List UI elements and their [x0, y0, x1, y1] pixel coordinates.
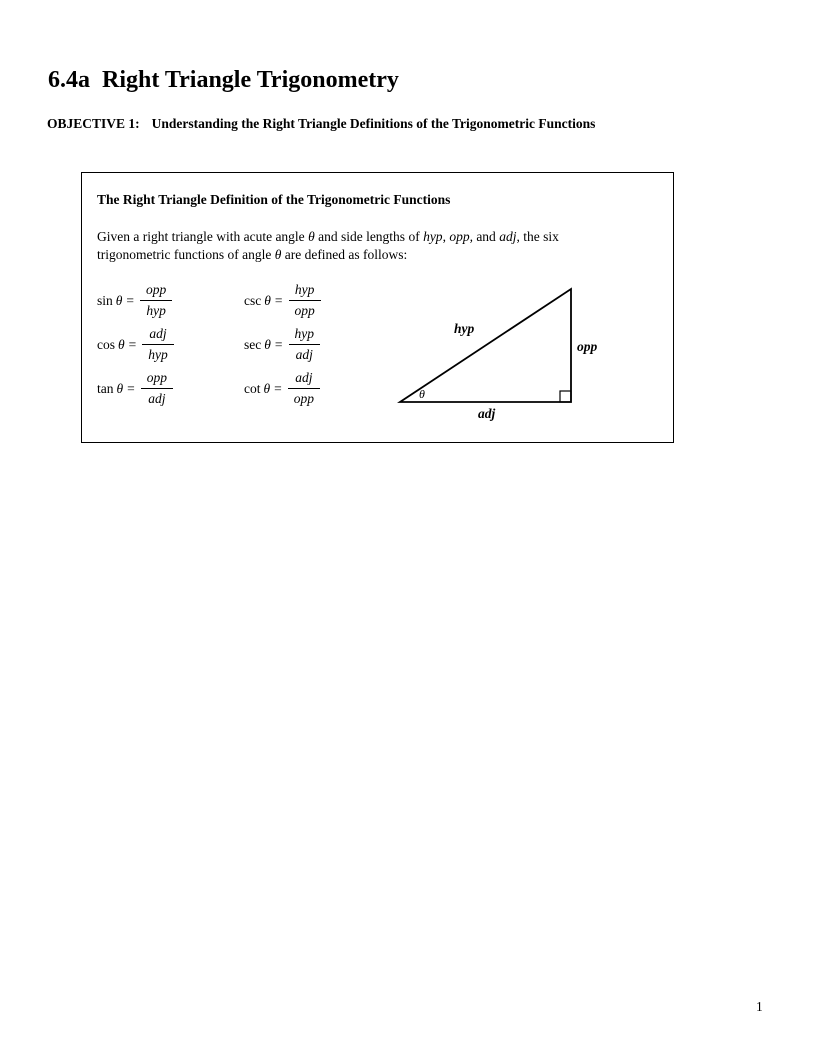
text-segment: Given a right triangle with acute angle: [97, 229, 309, 244]
trig-def-csc: [244, 282, 321, 319]
trig-def-tan: [97, 370, 173, 407]
right-angle-marker: [560, 391, 571, 402]
text-segment: and: [472, 229, 500, 244]
objective-label: OBJECTIVE 1:: [47, 116, 140, 131]
angle-theta-label: θ: [419, 387, 425, 401]
equals-sign: =: [274, 292, 283, 308]
text-segment: ,: [442, 229, 450, 244]
page-number: 1: [756, 999, 763, 1014]
trig-def-cot: [244, 370, 320, 407]
function-name: tan: [97, 380, 114, 396]
equals-sign: =: [126, 292, 135, 308]
fraction: [289, 326, 321, 363]
theta-symbol: θ: [116, 380, 124, 396]
fraction-denominator: adj: [295, 347, 313, 362]
fraction-denominator: opp: [293, 391, 315, 406]
fraction-numerator: hyp: [289, 282, 321, 301]
trig-def-sec: [244, 326, 320, 363]
objective-text: Understanding the Right Triangle Definitions of the Trigonometric Functions: [151, 116, 596, 131]
objective-line: [47, 116, 595, 132]
definition-box-heading: The Right Triangle Definition of the Trigonometric Functions: [97, 192, 451, 207]
text-segment: , the six: [516, 229, 559, 244]
triangle-outline: [400, 289, 571, 402]
fraction-numerator: opp: [140, 282, 172, 301]
intro-line-2: [97, 246, 662, 264]
definition-box: [81, 172, 674, 443]
fraction-numerator: hyp: [289, 326, 321, 345]
theta-symbol: θ: [115, 292, 123, 308]
fraction-numerator: adj: [142, 326, 174, 345]
function-name: csc: [244, 292, 262, 308]
theta-symbol: θ: [308, 229, 315, 244]
text-segment: are defined as follows:: [281, 247, 408, 262]
text-segment: and side lengths of: [314, 229, 424, 244]
fraction-denominator: hyp: [148, 347, 168, 362]
opposite-label: opp: [577, 339, 598, 354]
equals-sign: =: [274, 380, 282, 396]
fraction: [141, 370, 173, 407]
page-title: 6.4a Right Triangle Trigonometry: [48, 67, 399, 93]
theta-symbol: θ: [118, 336, 125, 352]
theta-symbol: θ: [263, 380, 271, 396]
definition-intro: [97, 228, 662, 264]
theta-symbol: θ: [264, 336, 271, 352]
function-name: sin: [97, 292, 113, 308]
right-triangle-diagram: [394, 281, 604, 423]
fraction: [142, 326, 174, 363]
trig-def-sin: [97, 282, 172, 319]
adj-term: adj: [499, 229, 517, 244]
fraction: [140, 282, 172, 319]
function-name: cot: [244, 380, 261, 396]
fraction: [288, 370, 320, 407]
fraction: [289, 282, 321, 319]
opp-term: opp,: [449, 229, 473, 244]
hypotenuse-label: hyp: [454, 321, 475, 336]
fraction-denominator: hyp: [146, 303, 166, 318]
text-segment: trigonometric functions of angle: [97, 247, 275, 262]
adjacent-label: adj: [478, 406, 496, 421]
theta-symbol: θ: [264, 292, 271, 308]
fraction-numerator: adj: [288, 370, 320, 389]
fraction-denominator: adj: [148, 391, 166, 406]
equals-sign: =: [128, 336, 137, 352]
theta-symbol: θ: [274, 247, 282, 262]
trig-def-cos: [97, 326, 174, 363]
equals-sign: =: [274, 336, 283, 352]
equals-sign: =: [127, 380, 135, 396]
intro-line-1: [97, 228, 662, 246]
fraction-numerator: opp: [141, 370, 173, 389]
fraction-denominator: opp: [294, 303, 315, 318]
function-name: sec: [244, 336, 262, 352]
function-name: cos: [97, 336, 115, 352]
hyp-term: hyp: [423, 229, 443, 244]
